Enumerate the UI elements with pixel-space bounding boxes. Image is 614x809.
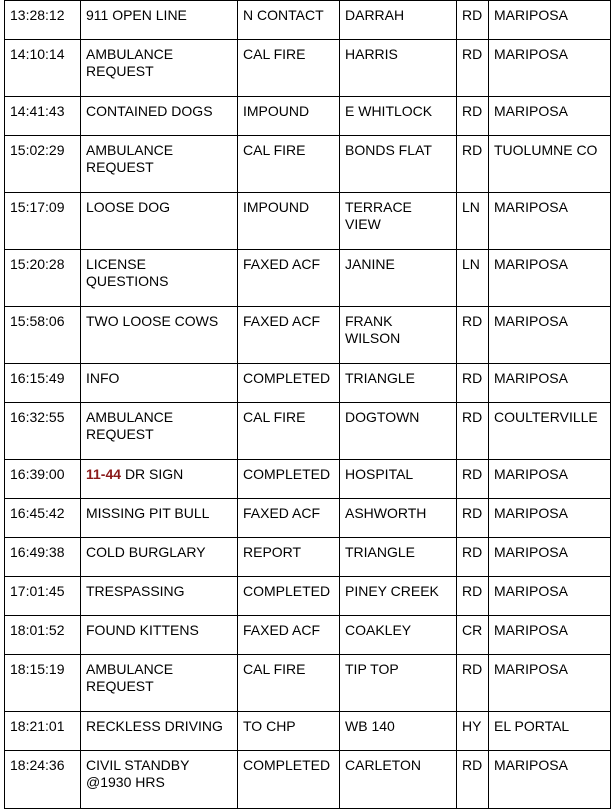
street-cell: HOSPITAL	[340, 460, 457, 499]
time-cell: 13:28:12	[5, 1, 81, 40]
table-row	[5, 577, 611, 616]
table-row	[5, 403, 611, 460]
city-cell: TUOLUMNE CO	[489, 136, 611, 193]
suffix-cell: RD	[457, 460, 489, 499]
street-cell: CARLETON	[340, 751, 457, 809]
call-code-highlight: 11-44	[86, 466, 122, 482]
suffix-cell: RD	[457, 538, 489, 577]
street-cell: HARRIS	[340, 40, 457, 97]
city-cell: MARIPOSA	[489, 40, 611, 97]
disposition-cell: COMPLETED	[238, 364, 340, 403]
street-cell: PINEY CREEK	[340, 577, 457, 616]
disposition-cell: CAL FIRE	[238, 40, 340, 97]
city-cell: MARIPOSA	[489, 616, 611, 655]
time-cell: 16:39:00	[5, 460, 81, 499]
suffix-cell: RD	[457, 1, 489, 40]
table-row	[5, 655, 611, 712]
call-type-cell: 911 OPEN LINE	[81, 1, 238, 40]
street-cell: TERRACE VIEW	[340, 193, 457, 250]
suffix-cell: CR	[457, 616, 489, 655]
disposition-cell: CAL FIRE	[238, 136, 340, 193]
call-type-cell: MISSING PIT BULL	[81, 499, 238, 538]
disposition-cell: COMPLETED	[238, 751, 340, 809]
call-type-cell: AMBULANCE REQUEST	[81, 655, 238, 712]
time-cell: 15:02:29	[5, 136, 81, 193]
call-type-cell: AMBULANCE REQUEST	[81, 40, 238, 97]
call-type-cell: CONTAINED DOGS	[81, 97, 238, 136]
street-cell: BONDS FLAT	[340, 136, 457, 193]
time-cell: 18:24:36	[5, 751, 81, 809]
suffix-cell: HY	[457, 712, 489, 751]
time-cell: 16:32:55	[5, 403, 81, 460]
time-cell: 14:10:14	[5, 40, 81, 97]
suffix-cell: RD	[457, 403, 489, 460]
disposition-cell: CAL FIRE	[238, 655, 340, 712]
street-cell: WB 140	[340, 712, 457, 751]
call-type-cell: COLD BURGLARY	[81, 538, 238, 577]
city-cell: MARIPOSA	[489, 577, 611, 616]
city-cell: MARIPOSA	[489, 655, 611, 712]
call-type-cell: LOOSE DOG	[81, 193, 238, 250]
call-log-body	[5, 1, 611, 809]
city-cell: MARIPOSA	[489, 97, 611, 136]
table-row	[5, 97, 611, 136]
suffix-cell: RD	[457, 655, 489, 712]
disposition-cell: FAXED ACF	[238, 307, 340, 364]
disposition-cell: COMPLETED	[238, 460, 340, 499]
city-cell: MARIPOSA	[489, 193, 611, 250]
time-cell: 18:21:01	[5, 712, 81, 751]
city-cell: EL PORTAL	[489, 712, 611, 751]
city-cell: MARIPOSA	[489, 460, 611, 499]
disposition-cell: REPORT	[238, 538, 340, 577]
call-type-cell: TWO LOOSE COWS	[81, 307, 238, 364]
city-cell: MARIPOSA	[489, 364, 611, 403]
time-cell: 15:20:28	[5, 250, 81, 307]
city-cell: MARIPOSA	[489, 250, 611, 307]
call-type-cell: RECKLESS DRIVING	[81, 712, 238, 751]
disposition-cell: FAXED ACF	[238, 499, 340, 538]
call-type-cell: LICENSE QUESTIONS	[81, 250, 238, 307]
time-cell: 15:58:06	[5, 307, 81, 364]
table-row	[5, 712, 611, 751]
time-cell: 18:15:19	[5, 655, 81, 712]
call-type-cell: AMBULANCE REQUEST	[81, 136, 238, 193]
street-cell: TRIANGLE	[340, 364, 457, 403]
time-cell: 17:01:45	[5, 577, 81, 616]
city-cell: MARIPOSA	[489, 751, 611, 809]
suffix-cell: RD	[457, 364, 489, 403]
call-type-cell: AMBULANCE REQUEST	[81, 403, 238, 460]
time-cell: 16:45:42	[5, 499, 81, 538]
call-type-cell: CIVIL STANDBY @1930 HRS	[81, 751, 238, 809]
table-row	[5, 751, 611, 809]
street-cell: FRANK WILSON	[340, 307, 457, 364]
street-cell: DOGTOWN	[340, 403, 457, 460]
suffix-cell: LN	[457, 193, 489, 250]
suffix-cell: RD	[457, 97, 489, 136]
disposition-cell: COMPLETED	[238, 577, 340, 616]
street-cell: ASHWORTH	[340, 499, 457, 538]
street-cell: E WHITLOCK	[340, 97, 457, 136]
time-cell: 15:17:09	[5, 193, 81, 250]
street-cell: DARRAH	[340, 1, 457, 40]
time-cell: 18:01:52	[5, 616, 81, 655]
time-cell: 14:41:43	[5, 97, 81, 136]
table-row	[5, 250, 611, 307]
disposition-cell: IMPOUND	[238, 193, 340, 250]
table-row	[5, 499, 611, 538]
table-row	[5, 193, 611, 250]
call-type-cell: FOUND KITTENS	[81, 616, 238, 655]
call-log-table	[4, 0, 611, 809]
street-cell: TIP TOP	[340, 655, 457, 712]
suffix-cell: RD	[457, 40, 489, 97]
suffix-cell: RD	[457, 136, 489, 193]
call-type-cell: TRESPASSING	[81, 577, 238, 616]
suffix-cell: RD	[457, 751, 489, 809]
suffix-cell: RD	[457, 307, 489, 364]
disposition-cell: N CONTACT	[238, 1, 340, 40]
city-cell: MARIPOSA	[489, 1, 611, 40]
table-row	[5, 616, 611, 655]
table-row	[5, 1, 611, 40]
suffix-cell: LN	[457, 250, 489, 307]
suffix-cell: RD	[457, 577, 489, 616]
table-row	[5, 136, 611, 193]
street-cell: TRIANGLE	[340, 538, 457, 577]
suffix-cell: RD	[457, 499, 489, 538]
table-row	[5, 40, 611, 97]
time-cell: 16:49:38	[5, 538, 81, 577]
disposition-cell: IMPOUND	[238, 97, 340, 136]
time-cell: 16:15:49	[5, 364, 81, 403]
table-row	[5, 538, 611, 577]
city-cell: MARIPOSA	[489, 307, 611, 364]
table-row	[5, 364, 611, 403]
disposition-cell: FAXED ACF	[238, 250, 340, 307]
disposition-cell: TO CHP	[238, 712, 340, 751]
city-cell: MARIPOSA	[489, 499, 611, 538]
table-row	[5, 307, 611, 364]
city-cell: COULTERVILLE	[489, 403, 611, 460]
street-cell: JANINE	[340, 250, 457, 307]
city-cell: MARIPOSA	[489, 538, 611, 577]
table-row	[5, 460, 611, 499]
disposition-cell: CAL FIRE	[238, 403, 340, 460]
call-type-cell	[81, 460, 238, 499]
disposition-cell: FAXED ACF	[238, 616, 340, 655]
call-type-text: DR SIGN	[124, 466, 184, 482]
street-cell: COAKLEY	[340, 616, 457, 655]
call-type-cell: INFO	[81, 364, 238, 403]
